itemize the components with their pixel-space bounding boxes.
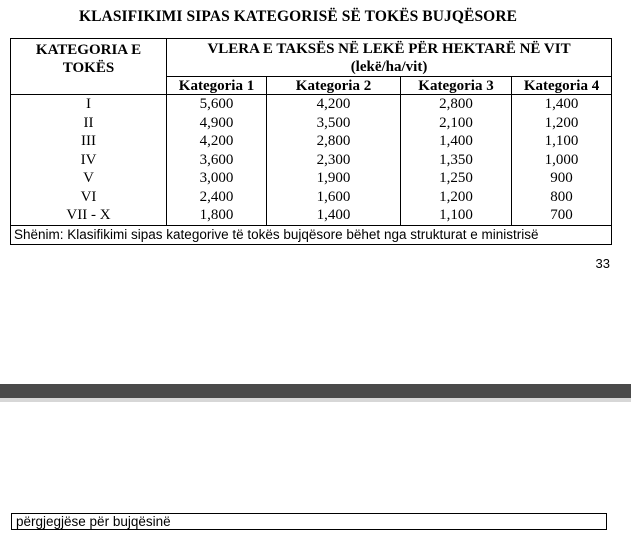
cell-value: 1,250 [401,169,512,188]
table-row [11,169,612,188]
cell-value: 1,400 [401,132,512,151]
cell-value: 4,900 [167,114,267,133]
cell-value: 1,100 [512,132,612,151]
cell-value: 1,400 [512,95,612,114]
cell-value: 2,300 [267,151,401,170]
table-row [11,114,612,133]
row-category: V [11,169,167,188]
cell-value: 1,350 [401,151,512,170]
page-break-divider [0,384,631,398]
cell-value: 1,900 [267,169,401,188]
row-category: IV [11,151,167,170]
cell-value: 2,100 [401,114,512,133]
cell-value: 4,200 [167,132,267,151]
category-header-line-2: TOKËS [62,60,115,76]
table-row [11,151,612,170]
category-column-header [11,39,167,95]
page-break-shadow [0,398,631,402]
cell-value: 2,800 [267,132,401,151]
cell-value: 2,800 [401,95,512,114]
cell-value: 5,600 [167,95,267,114]
tax-table [10,38,612,245]
table-title: KLASIFIKIMI SIPAS KATEGORISË SË TOKËS BUJQËSORE [78,8,518,25]
note-continuation-box: përgjegjëse për bujqësinë [11,513,607,530]
value-header [167,39,612,77]
cell-value: 1,200 [401,188,512,207]
row-category: III [11,132,167,151]
cell-value: 1,600 [267,188,401,207]
cell-value: 1,400 [267,206,401,225]
subheader-kategoria-1: Kategoria 1 [167,77,267,95]
row-category: VI [11,188,167,207]
cell-value: 4,200 [267,95,401,114]
table-body [11,95,612,226]
cell-value: 1,100 [401,206,512,225]
unit-label: (lekë/ha/vit) [350,59,428,75]
row-category: VII - X [11,206,167,225]
cell-value: 1,000 [512,151,612,170]
page-number: 33 [595,256,610,271]
cell-value: 900 [512,169,612,188]
table-row [11,132,612,151]
row-category: II [11,114,167,133]
row-category: I [11,95,167,114]
cell-value: 2,400 [167,188,267,207]
table-note: Shënim: Klasifikimi sipas kategorive të tokës bujqësore bëhet nga strukturat e ministrisë [11,225,612,244]
value-header-text: VLERA E TAKSËS NË LEKË PËR HEKTARË NË VIT [207,41,571,57]
table-row [11,188,612,207]
cell-value: 1,800 [167,206,267,225]
table-row [11,95,612,114]
cell-value: 800 [512,188,612,207]
subheader-kategoria-2: Kategoria 2 [267,77,401,95]
cell-value: 3,600 [167,151,267,170]
cell-value: 700 [512,206,612,225]
table-row [11,206,612,225]
cell-value: 1,200 [512,114,612,133]
cell-value: 3,500 [267,114,401,133]
cell-value: 3,000 [167,169,267,188]
category-header-line-1: KATEGORIA E [35,42,142,58]
subheader-kategoria-4: Kategoria 4 [512,77,612,95]
subheader-kategoria-3: Kategoria 3 [401,77,512,95]
